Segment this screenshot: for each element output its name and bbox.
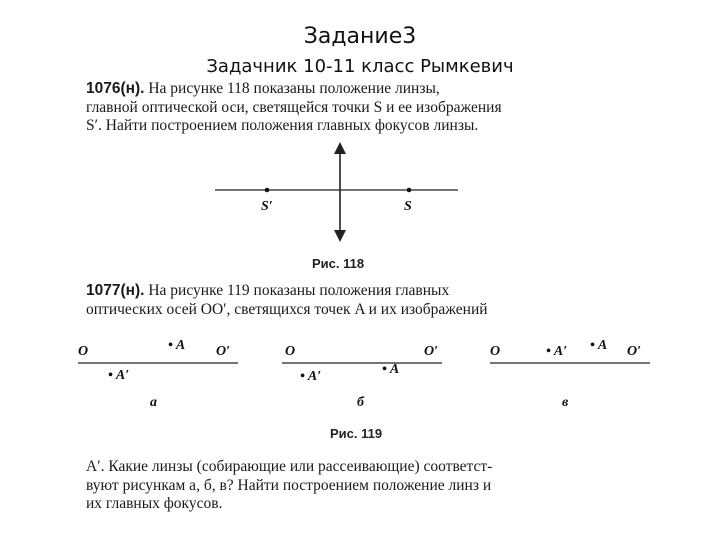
lens-arrow-up-icon (334, 142, 346, 154)
problem-1077-line-1-text: На рисунке 119 показаны положения главных (148, 282, 450, 299)
label-o-a: O (78, 344, 89, 359)
figure-119-panel-b (282, 344, 442, 410)
slide-title: Задание3 (303, 24, 417, 49)
figure-119-caption: Рис. 119 (330, 426, 383, 441)
figure-119-panel-a (78, 338, 238, 410)
problem-1077-line-1 (86, 282, 638, 301)
label-point-a-prime-c: • A′ (546, 344, 568, 359)
problem-1077-line-4: вуют рисункам а, б, в? Найти построением положение линз и (86, 476, 492, 494)
label-point-a-prime-a: • A′ (108, 368, 130, 383)
lens-arrow-down-icon (334, 230, 346, 242)
point-s (407, 188, 412, 193)
problem-1077-line-2: оптических осей OO′, светящихся точек A и их изображений (86, 300, 488, 318)
problem-1076-number: 1076(н). (86, 80, 145, 97)
label-point-a-prime-b: • A′ (300, 369, 322, 384)
point-s-prime (265, 188, 270, 193)
problem-1077-number: 1077(н). (86, 282, 145, 299)
panel-letter-c: в (562, 395, 569, 410)
label-point-a-a: • A (168, 338, 186, 353)
problem-1077-text-bottom (86, 458, 638, 514)
figure-119-panel-c (490, 338, 650, 410)
figure-118-caption: Рис. 118 (312, 256, 365, 271)
figure-119 (70, 332, 660, 422)
problem-1076-line-1-text: На рисунке 118 показаны положение линзы, (148, 80, 440, 97)
problem-1077-line-5: их главных фокусов. (86, 495, 223, 512)
problem-1076-line-3: S′. Найти построением положения главных фокусов линзы. (86, 117, 479, 134)
label-point-a-c: • A (590, 338, 608, 353)
label-o-prime-c: O′ (627, 344, 642, 359)
label-o-c: O (490, 344, 501, 359)
problem-1077-line-3: A′. Какие линзы (собирающие или рассеивающие) соответст- (86, 458, 493, 475)
label-s-prime: S′ (261, 199, 273, 214)
label-o-b: O (285, 344, 296, 359)
figure-118 (200, 140, 480, 260)
label-s: S (404, 199, 412, 214)
problem-1076-text (86, 80, 638, 136)
problem-1077-text-top (86, 282, 638, 319)
problem-1076-line-1 (86, 80, 638, 99)
panel-letter-a: а (150, 395, 157, 410)
problem-1076-line-2: главной оптической оси, светящейся точки S и ее изображения (86, 98, 502, 116)
panel-letter-b: б (357, 395, 364, 410)
label-point-a-b: • A (382, 362, 400, 377)
slide-subtitle: Задачник 10-11 класс Рымкевич (206, 56, 514, 77)
label-o-prime-b: O′ (424, 344, 439, 359)
label-o-prime-a: O′ (216, 344, 231, 359)
